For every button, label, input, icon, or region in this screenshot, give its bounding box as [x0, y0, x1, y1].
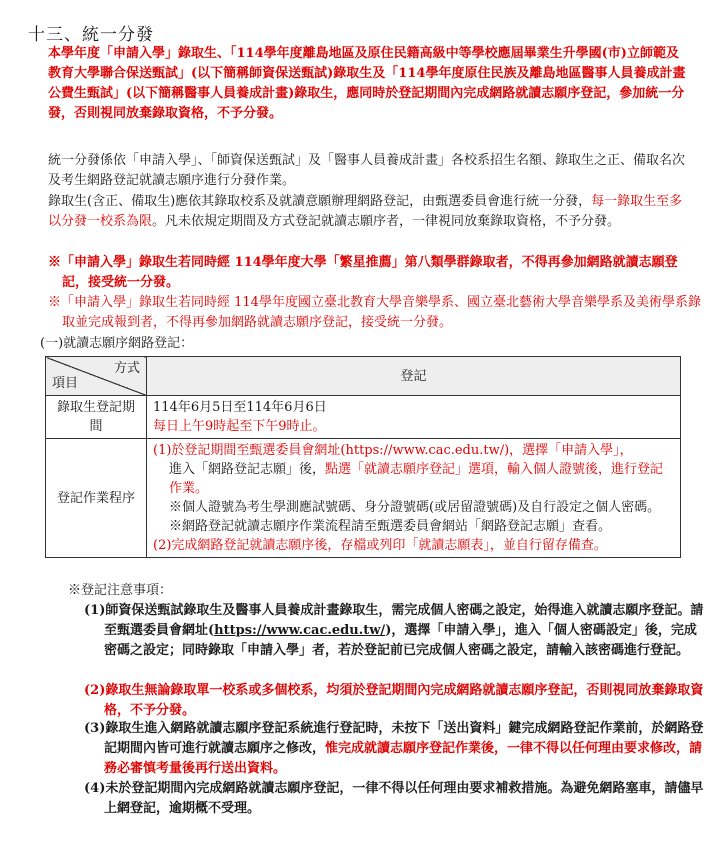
note-2: (2)錄取生無論錄取單一校系或多個校系，均須於登記期間內完成網路就讀志願序登記，否則視同放棄錄取資格，不予分發。 [84, 683, 704, 718]
table-corner-cell [46, 357, 147, 396]
note-1-part-b: )，選擇「申請入學」，進入「個人密碼設定」後，完成密碼之設定；同時錄取「申請入學」者，若於登記前已完成個人密碼之設定，請輸入該密碼進行登記。 [104, 623, 697, 658]
step1-line1: (1)於登記期間至甄選委員會網址(https://www.cac.edu.tw/)，選擇「申請入學」， [153, 443, 633, 458]
note-4: (4)未於登記期間內完成網路就讀志願序登記，一律不得以任何理由要求補救措施。為避免網路塞車，請儘早上網登記，逾期概不受理。 [84, 781, 704, 816]
period-value [147, 396, 681, 439]
star-note-2: ※「申請入學」錄取生若同時經 114學年度國立臺北教育大學音樂學系、國立臺北藝術大學音樂學系及美術學系錄取並完成報到者，不得再參加網路就讀志願序登記，接受統一分發。 [48, 295, 701, 330]
table-row-period [46, 396, 681, 439]
procedure-label: 登記作業程序 [46, 439, 147, 558]
period-hours: 每日上午9時起至下午9時止。 [153, 419, 326, 434]
table-header-row [46, 357, 681, 396]
registration-rule-highlight: 每一錄取生至多以分發一校系為限 [48, 194, 683, 229]
corner-label-item: 項目 [52, 376, 79, 391]
note-3-highlight: 惟完成就讀志願序登記作業後，一律不得以任何理由要求修改，請務必審慎考量後再行送出資料。 [104, 741, 703, 776]
notes-title: ※登記注意事項： [68, 583, 173, 598]
corner-label-method: 方式 [113, 361, 140, 376]
step1-note-1: ※個人證號為考生學測應試號碼、身分證號碼(或居留證號碼)及自行設定之個人密碼。 [169, 500, 661, 515]
subsection-title: (一)就讀志願序網路登記： [40, 336, 194, 351]
registration-rule [48, 192, 688, 232]
procedure-value [147, 439, 681, 558]
note-3 [84, 719, 704, 779]
section-title: 十三、統一分發 [28, 25, 154, 45]
step1-note-2: ※網路登記就讀志願序作業流程請至甄選委員會網站「網路登記志願」查看。 [169, 519, 612, 534]
note-3-part-a: (3)錄取生進入網路就讀志願序登記系統進行登記時，未按下「送出資料」鍵完成網路登記作業前，於網路登記期間內皆可進行就讀志願序之修改， [84, 721, 704, 756]
table-row-procedure [46, 439, 681, 558]
period-label: 錄取生登記期間 [46, 396, 147, 439]
note-1-url-link[interactable]: https://www.cac.edu.tw/ [214, 623, 386, 638]
note-1 [84, 601, 704, 661]
intro-paragraph: 本學年度「申請入學」錄取生、「114學年度離島地區及原住民籍高級中等學校應屆畢業生升學國(市)立師範及教育大學聯合保送甄試」(以下簡稱師資保送甄試)錄取生及「114學年度原住民族及離島地區醫事人員養成計畫公費生甄試」(以下簡稱醫事人員養成計畫)錄取生，應同時於登記期間內完成網路就讀志願序登記，參加統一分發，否則視同放棄錄取資格，不予分發。 [48, 46, 686, 121]
step1-line2-black: 進入「網路登記志願」後， [169, 462, 326, 477]
allocation-description: 統一分發係依「申請入學」、「師資保送甄試」及「醫事人員養成計畫」各校系招生名額、錄取生之正、備取名次及考生網路登記就讀志願序進行分發作業。 [48, 153, 686, 188]
star-note-1: ※「申請入學」錄取生若同時經 114學年度大學「繁星推薦」第八類學群錄取者，不得再參加網路就讀志願登記，接受統一分發。 [48, 255, 678, 290]
step1-line2-red: 點選「就讀志願序登記」選項，輸入個人證號後，進行登記作業。 [169, 462, 664, 496]
step1-line2 [153, 460, 674, 498]
step2-line: (2)完成網路登記就讀志願序後，存檔或列印「就讀志願表」，並自行留存備查。 [153, 538, 607, 553]
registration-rule-part-b: 。凡未依規定期間及方式登記就讀志願序者，一律視同放棄錄取資格，不予分發。 [152, 214, 621, 229]
table-header-register: 登記 [147, 357, 681, 396]
note-1-part-a: (1)師資保送甄試錄取生及醫事人員養成計畫錄取生，需完成個人密碼之設定，始得進入就讀志願序登記。請至甄選委員會網址( [84, 603, 704, 638]
period-dates: 114年6月5日至114年6月6日 [153, 400, 327, 415]
registration-table [45, 356, 681, 558]
registration-rule-part-a: 錄取生(含正、備取生)應依其錄取校系及就讀意願辦理網路登記，由甄選委員會進行統一分發， [48, 194, 592, 209]
